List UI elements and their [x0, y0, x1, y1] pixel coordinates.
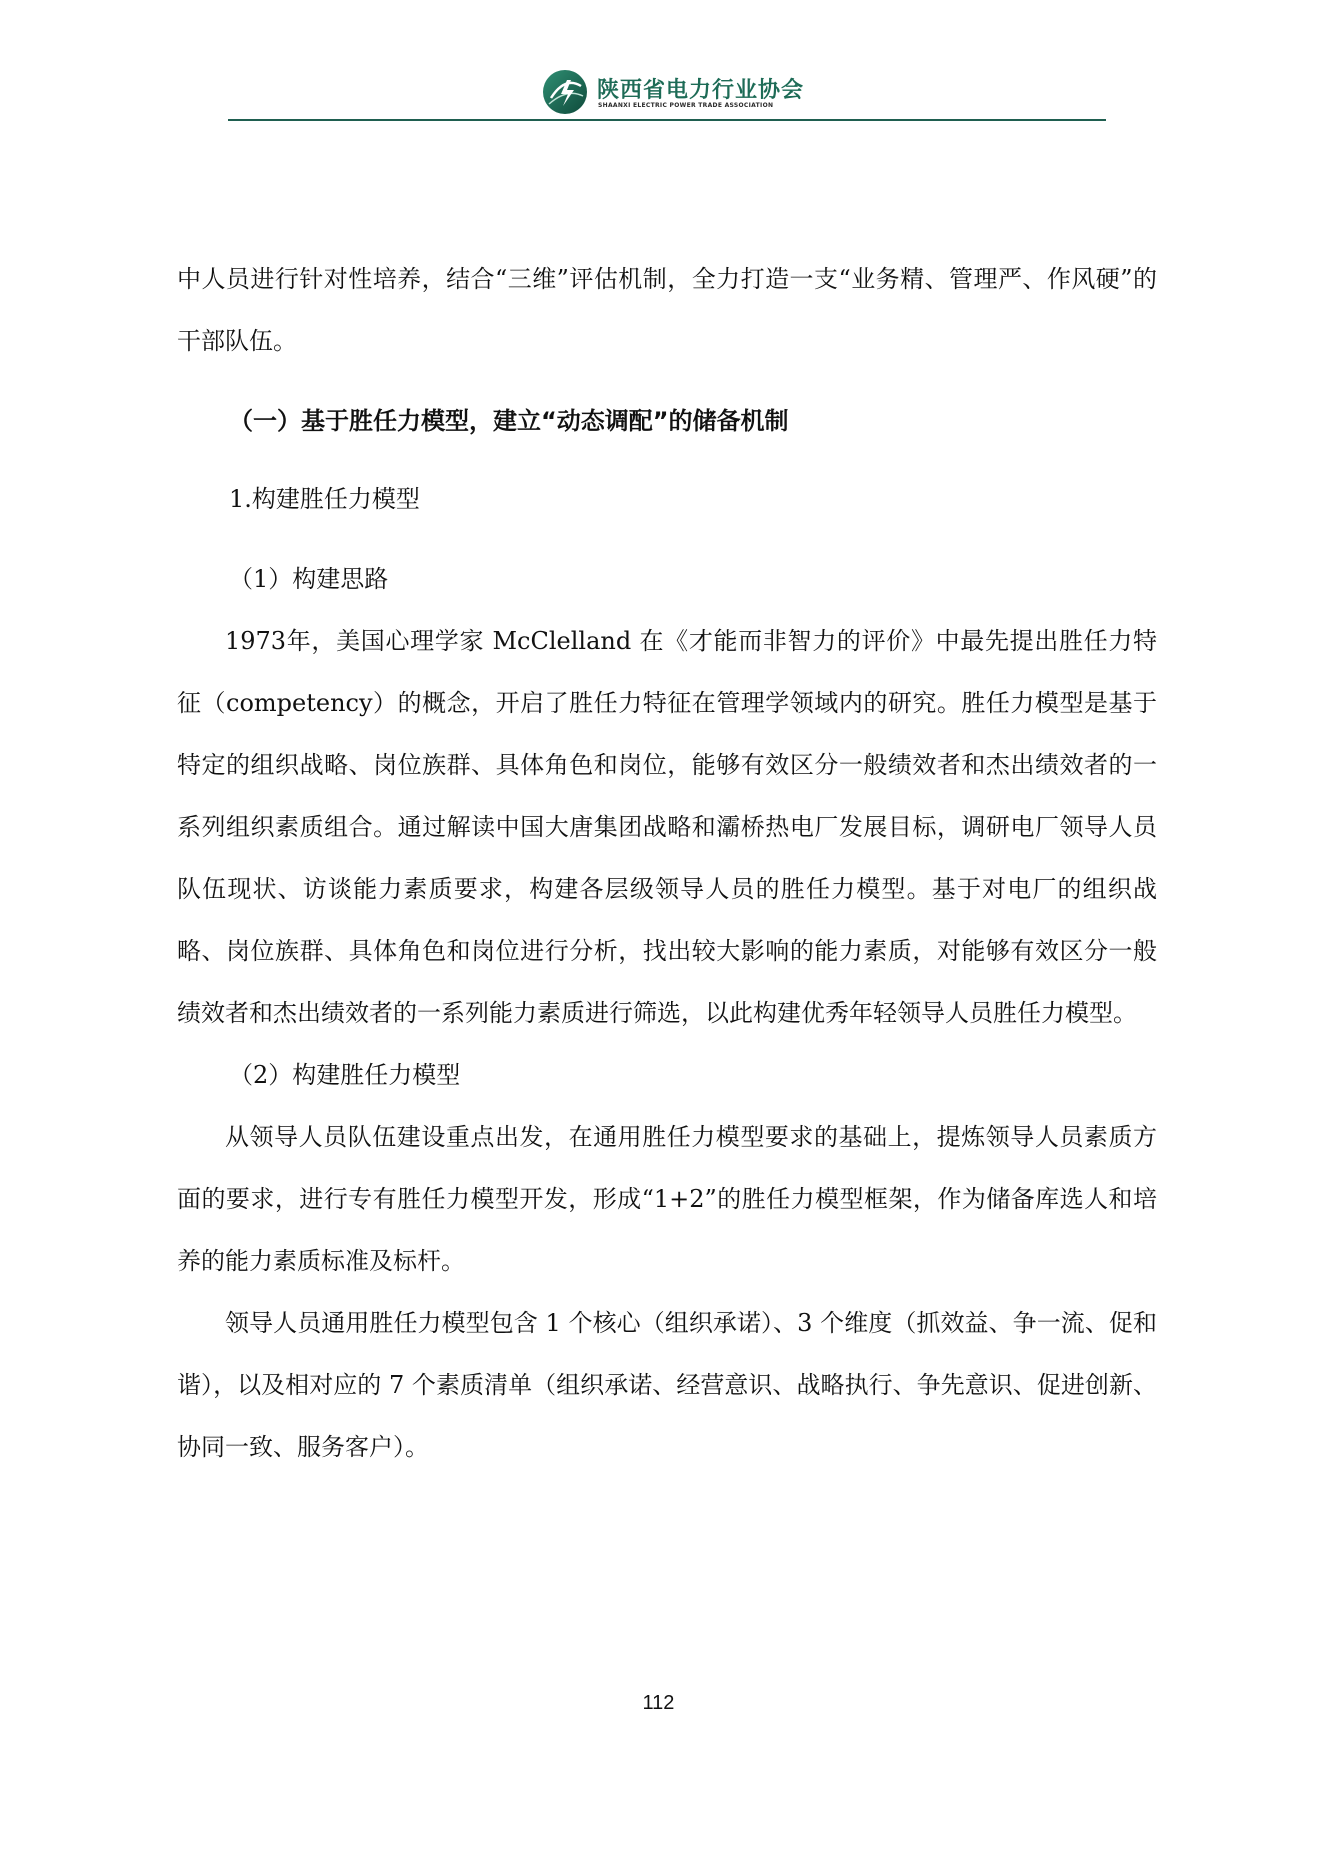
page-header: [0, 60, 1317, 120]
page-number: 112: [642, 1692, 675, 1714]
association-name-cn: 陕西省电力行业协会: [597, 78, 805, 103]
paragraph-general-model: 领导人员通用胜任力模型包含 1 个核心（组织承诺）、3 个维度（抓效益、争一流、促和谐），以及相对应的 7 个素质清单（组织承诺、经营意识、战略执行、争先意识、促进创新、协同一致、服务客户）。: [177, 1309, 1157, 1461]
power-association-logo-icon: [541, 68, 589, 116]
association-name-en: SHAANXI ELECTRIC POWER TRADE ASSOCIATION: [598, 102, 774, 109]
document-body: [177, 248, 1157, 1478]
subsection-heading: 1.构建胜任力模型: [229, 485, 420, 513]
paragraph-approach: 1973年，美国心理学家 McClelland 在《才能而非智力的评价》中最先提出胜任力特征（competency）的概念，开启了胜任力特征在管理学领域内的研究。胜任力模型是基于特定的组织战略、岗位族群、具体角色和岗位，能够有效区分一般绩效者和杰出绩效者的一系列组织素质组合。通过解读中国大唐集团战略和灞桥热电厂发展目标，调研电厂领导人员队伍现状、访谈能力素质要求，构建各层级领导人员的胜任力模型。基于对电厂的组织战略、岗位族群、具体角色和岗位进行分析，找出较大影响的能力素质，对能够有效区分一般绩效者和杰出绩效者的一系列能力素质进行筛选，以此构建优秀年轻领导人员胜任力模型。: [177, 627, 1157, 1027]
association-logo: [541, 68, 811, 118]
paragraph-model: 从领导人员队伍建设重点出发，在通用胜任力模型要求的基础上，提炼领导人员素质方面的要求，进行专有胜任力模型开发，形成“1+2”的胜任力模型框架，作为储备库选人和培养的能力素质标准及标杆。: [177, 1123, 1157, 1275]
header-divider: [228, 119, 1106, 121]
paragraph-intro: 中人员进行针对性培养，结合“三维”评估机制，全力打造一支“业务精、管理严、作风硬”的干部队伍。: [177, 265, 1157, 355]
subsection-item-model: （2）构建胜任力模型: [229, 1061, 461, 1089]
section-heading: （一）基于胜任力模型，建立“动态调配”的储备机制: [229, 407, 789, 435]
subsection-item-approach: （1）构建思路: [229, 565, 389, 593]
